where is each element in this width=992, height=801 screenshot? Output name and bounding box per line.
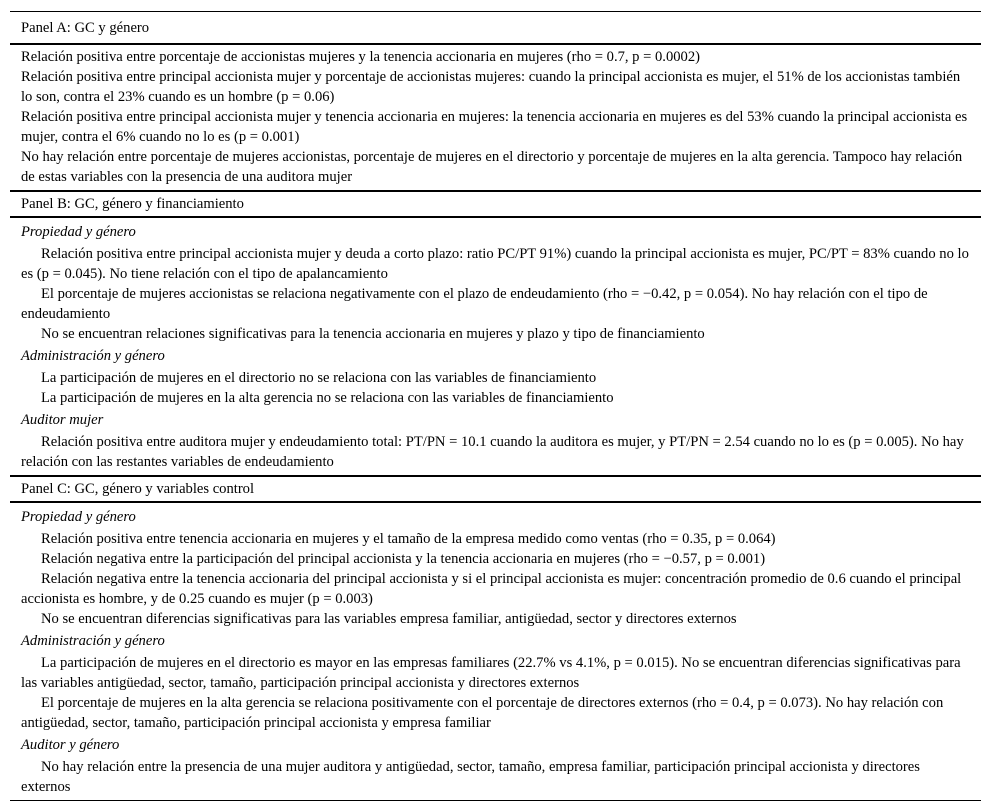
summary-table (10, 11, 981, 801)
panel-b-subheading: Propiedad y género (21, 224, 136, 240)
panel-a-item: No hay relación entre porcentaje de mujeres accionistas, porcentaje de mujeres en el directorio y porcentaje de mujeres en la alta gerencia. Tampoco hay relación de estas variables con la presencia de una auditora mujer (21, 149, 963, 185)
panel-c-item: La participación de mujeres en el directorio es mayor en las empresas familiares (22.7% vs 4.1%, p = 0.015). No se encuentran diferencias significativas para las variables antigüedad, sector, tamaño, participación principal accionista y directores externos (21, 655, 961, 691)
panel-c-body (10, 503, 981, 800)
panel-b-body (10, 218, 981, 475)
panel-c-title: Panel C: GC, género y variables control (10, 477, 981, 503)
panel-c-item: Relación negativa entre la participación del principal accionista y la tenencia accionaria en mujeres (rho = −0.57, p = 0.001) (41, 551, 766, 567)
panel-a-item: Relación positiva entre principal accionista mujer y tenencia accionaria en mujeres: la tenencia accionaria en mujeres es del 53% cuando la principal accionista es mujer, contra el 6% cuando no lo es (p = 0.001) (21, 109, 968, 145)
panel-c-item: Relación positiva entre tenencia accionaria en mujeres y el tamaño de la empresa medido como ventas (rho = 0.35, p = 0.064) (41, 531, 776, 547)
panel-c-item: El porcentaje de mujeres en la alta gerencia se relaciona positivamente con el porcentaje de directores externos (rho = 0.4, p = 0.073). No hay relación con antigüedad, sector, tamaño, participación principal accionista y empresa familiar (21, 695, 944, 731)
panel-b-item: Relación positiva entre principal accionista mujer y deuda a corto plazo: ratio PC/PT 91%) cuando la principal accionista es mujer, PC/PT = 83% cuando no lo es (p = 0.045). No tiene relación con el tipo de apalancamiento (21, 246, 969, 282)
panel-a-body (10, 45, 981, 190)
panel-c-subheading: Auditor y género (21, 737, 120, 753)
panel-b-title: Panel B: GC, género y financiamiento (10, 192, 981, 218)
panel-b-item: La participación de mujeres en el directorio no se relaciona con las variables de financiamiento (41, 370, 597, 386)
panel-c-item: No hay relación entre la presencia de una mujer auditora y antigüedad, sector, tamaño, empresa familiar, participación principal accionista y directores externos (21, 759, 920, 795)
panel-b-item: La participación de mujeres en la alta gerencia no se relaciona con las variables de financiamiento (41, 390, 614, 406)
panel-c-subheading: Administración y género (21, 633, 165, 649)
panel-a-item: Relación positiva entre porcentaje de accionistas mujeres y la tenencia accionaria en mujeres (rho = 0.7, p = 0.0002) (21, 49, 701, 65)
panel-a-title: Panel A: GC y género (10, 12, 981, 45)
panel-b-item: No se encuentran relaciones significativas para la tenencia accionaria en mujeres y plazo y tipo de financiamiento (41, 326, 705, 342)
panel-c-item: No se encuentran diferencias significativas para las variables empresa familiar, antigüedad, sector y directores externos (41, 611, 737, 627)
panel-b-item: Relación positiva entre auditora mujer y endeudamiento total: PT/PN = 10.1 cuando la auditora es mujer, y PT/PN = 2.54 cuando no lo es (p = 0.005). No hay relación con las restantes variables de endeudamiento (21, 434, 964, 470)
panel-b-item: El porcentaje de mujeres accionistas se relaciona negativamente con el plazo de endeudamiento (rho = −0.42, p = 0.054). No hay relación con el tipo de endeudamiento (21, 286, 928, 322)
panel-a-item: Relación positiva entre principal accionista mujer y porcentaje de accionistas mujeres: cuando la principal accionista es mujer, el 51% de los accionistas también lo son, contra el 23% cuando es un hombre (p = 0.06) (21, 69, 961, 105)
panel-b-subheading: Auditor mujer (21, 412, 104, 428)
panel-c-subheading: Propiedad y género (21, 509, 136, 525)
panel-c-item: Relación negativa entre la tenencia accionaria del principal accionista y si el principal accionista es mujer: concentración promedio de 0.6 cuando el principal accionista es hombre, y de 0.25 cuando es mujer (p = 0.003) (21, 571, 962, 607)
panel-b-subheading: Administración y género (21, 348, 165, 364)
